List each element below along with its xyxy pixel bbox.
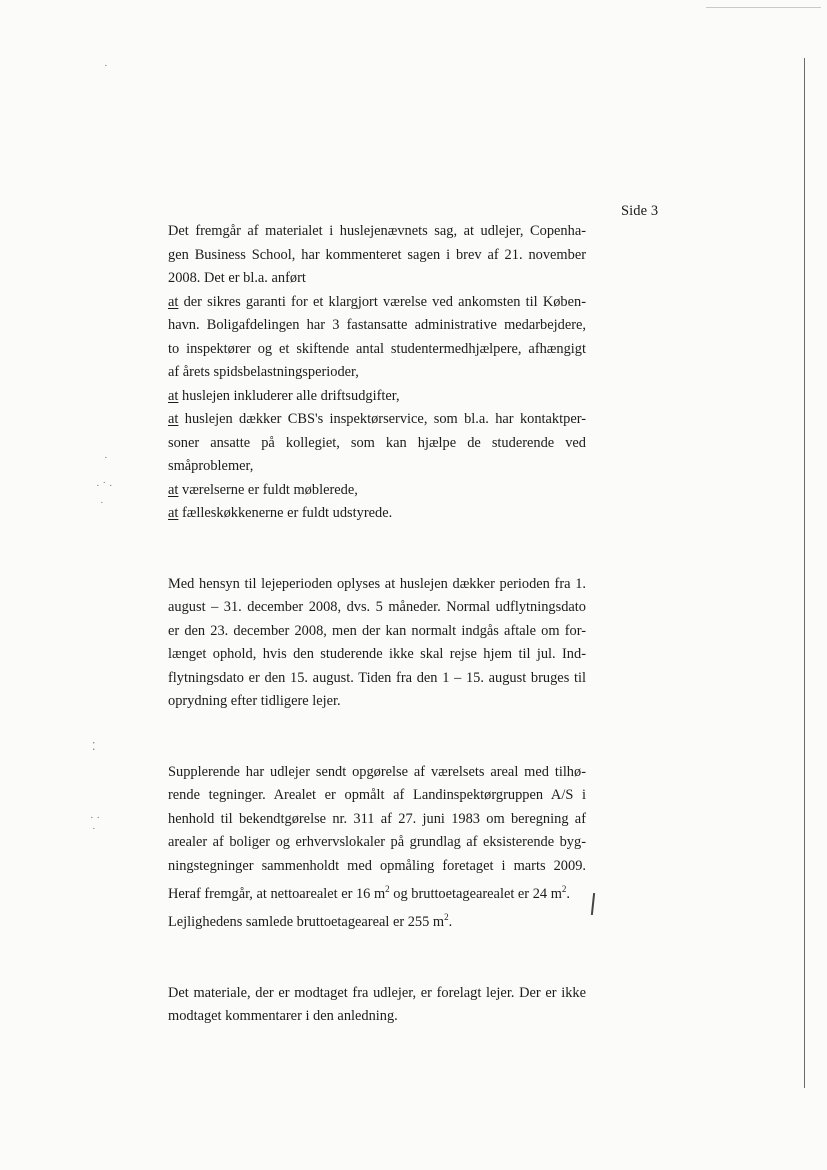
paragraph-line: henhold til bekendtgørelse nr. 311 af 27. juni 1983 om beregning af bbox=[168, 810, 586, 827]
paragraph-line: 2008. Det er bl.a. anført bbox=[168, 270, 306, 286]
scan-artifact-rule bbox=[706, 7, 821, 8]
paragraph-line: arealer af boliger og erhvervslokaler på grundlag af eksisterende byg- bbox=[168, 834, 586, 850]
list-marker: at bbox=[168, 481, 179, 498]
list-item: at huslejen inkluderer alle driftsudgifter, bbox=[168, 387, 400, 404]
scan-speck: · bbox=[104, 60, 108, 72]
list-item-line: to inspektører og et skiftende antal studentermedhjælpere, afhængigt bbox=[168, 340, 586, 357]
page-number: Side 3 bbox=[621, 203, 659, 219]
paragraph-line: Supplerende har udlejer sendt opgørelse af værelsets areal med tilhø- bbox=[168, 763, 586, 780]
paragraph-line: er den 23. december 2008, men der kan normalt indgås aftale om for- bbox=[168, 622, 586, 639]
paragraph-line: Med hensyn til lejeperioden oplyses at huslejen dækker perioden fra 1. bbox=[168, 575, 586, 592]
paragraph-line: rende tegninger. Arealet er opmålt af Landinspektørgruppen A/S i bbox=[168, 787, 586, 803]
paragraph-line: august – 31. december 2008, dvs. 5 måneder. Normal udflytningsdato bbox=[168, 599, 586, 615]
list-item-line: at der sikres garanti for et klargjort værelse ved ankomsten til Køben- bbox=[168, 293, 586, 310]
margin-tick-mark bbox=[591, 893, 595, 915]
scan-speck: ˙ bbox=[100, 500, 104, 512]
scan-speck: ⁚ bbox=[92, 741, 96, 753]
page-edge-line bbox=[804, 58, 805, 1088]
paragraph-line: gen Business School, har kommenteret sagen i brev af 21. november bbox=[168, 246, 586, 263]
paragraph-line: modtaget kommentarer i den anledning. bbox=[168, 1008, 398, 1025]
scan-speck: ˙ bbox=[92, 826, 96, 838]
list-item-line: havn. Boligafdelingen har 3 fastansatte administrative medarbejdere, bbox=[168, 317, 586, 333]
list-item-line: at huslejen dækker CBS's inspektørservice, som bl.a. har kontaktper- bbox=[168, 411, 586, 427]
paragraph-line: flytningsdato er den 15. august. Tiden fra den 1 – 15. august bruges til bbox=[168, 669, 586, 686]
list-item: at værelserne er fuldt møblerede, bbox=[168, 481, 358, 498]
scan-speck: · bbox=[104, 452, 108, 464]
document-body bbox=[168, 220, 586, 1029]
list-item-line: småproblemer, bbox=[168, 458, 254, 474]
paragraph-line: Heraf fremgår, at nettoarealet er 16 $m^2$ og bruttoetagearealet er 24 $m^2$. bbox=[168, 884, 570, 902]
paragraph-line: længet ophold, hvis den studerende ikke skal rejse hjem til jul. Ind- bbox=[168, 646, 586, 662]
list-marker: at bbox=[168, 411, 179, 427]
paragraph-line: ningstegninger sammenholdt med opmåling foretaget i marts 2009. bbox=[168, 857, 586, 874]
list-item: at fælleskøkkenerne er fuldt udstyrede. bbox=[168, 505, 393, 521]
paragraph-line: Det fremgår af materialet i huslejenævnets sag, at udlejer, Copenha- bbox=[168, 223, 586, 239]
list-marker: at bbox=[168, 505, 179, 521]
paragraph-line: oprydning efter tidligere lejer. bbox=[168, 693, 341, 709]
list-item-line: af årets spidsbelastningsperioder, bbox=[168, 364, 359, 380]
paragraph-line: Lejlighedens samlede bruttoetageareal er 255 $m^2$. bbox=[168, 912, 453, 931]
scan-speck: · · bbox=[90, 812, 101, 824]
list-marker: at bbox=[168, 387, 179, 404]
list-item-line: soner ansatte på kollegiet, som kan hjælpe de studerende ved bbox=[168, 434, 586, 451]
list-marker: at bbox=[168, 293, 179, 310]
scan-speck: · ˙ · bbox=[96, 480, 113, 492]
paragraph-line: Det materiale, der er modtaget fra udlejer, er forelagt lejer. Der er ikke bbox=[168, 984, 586, 1001]
